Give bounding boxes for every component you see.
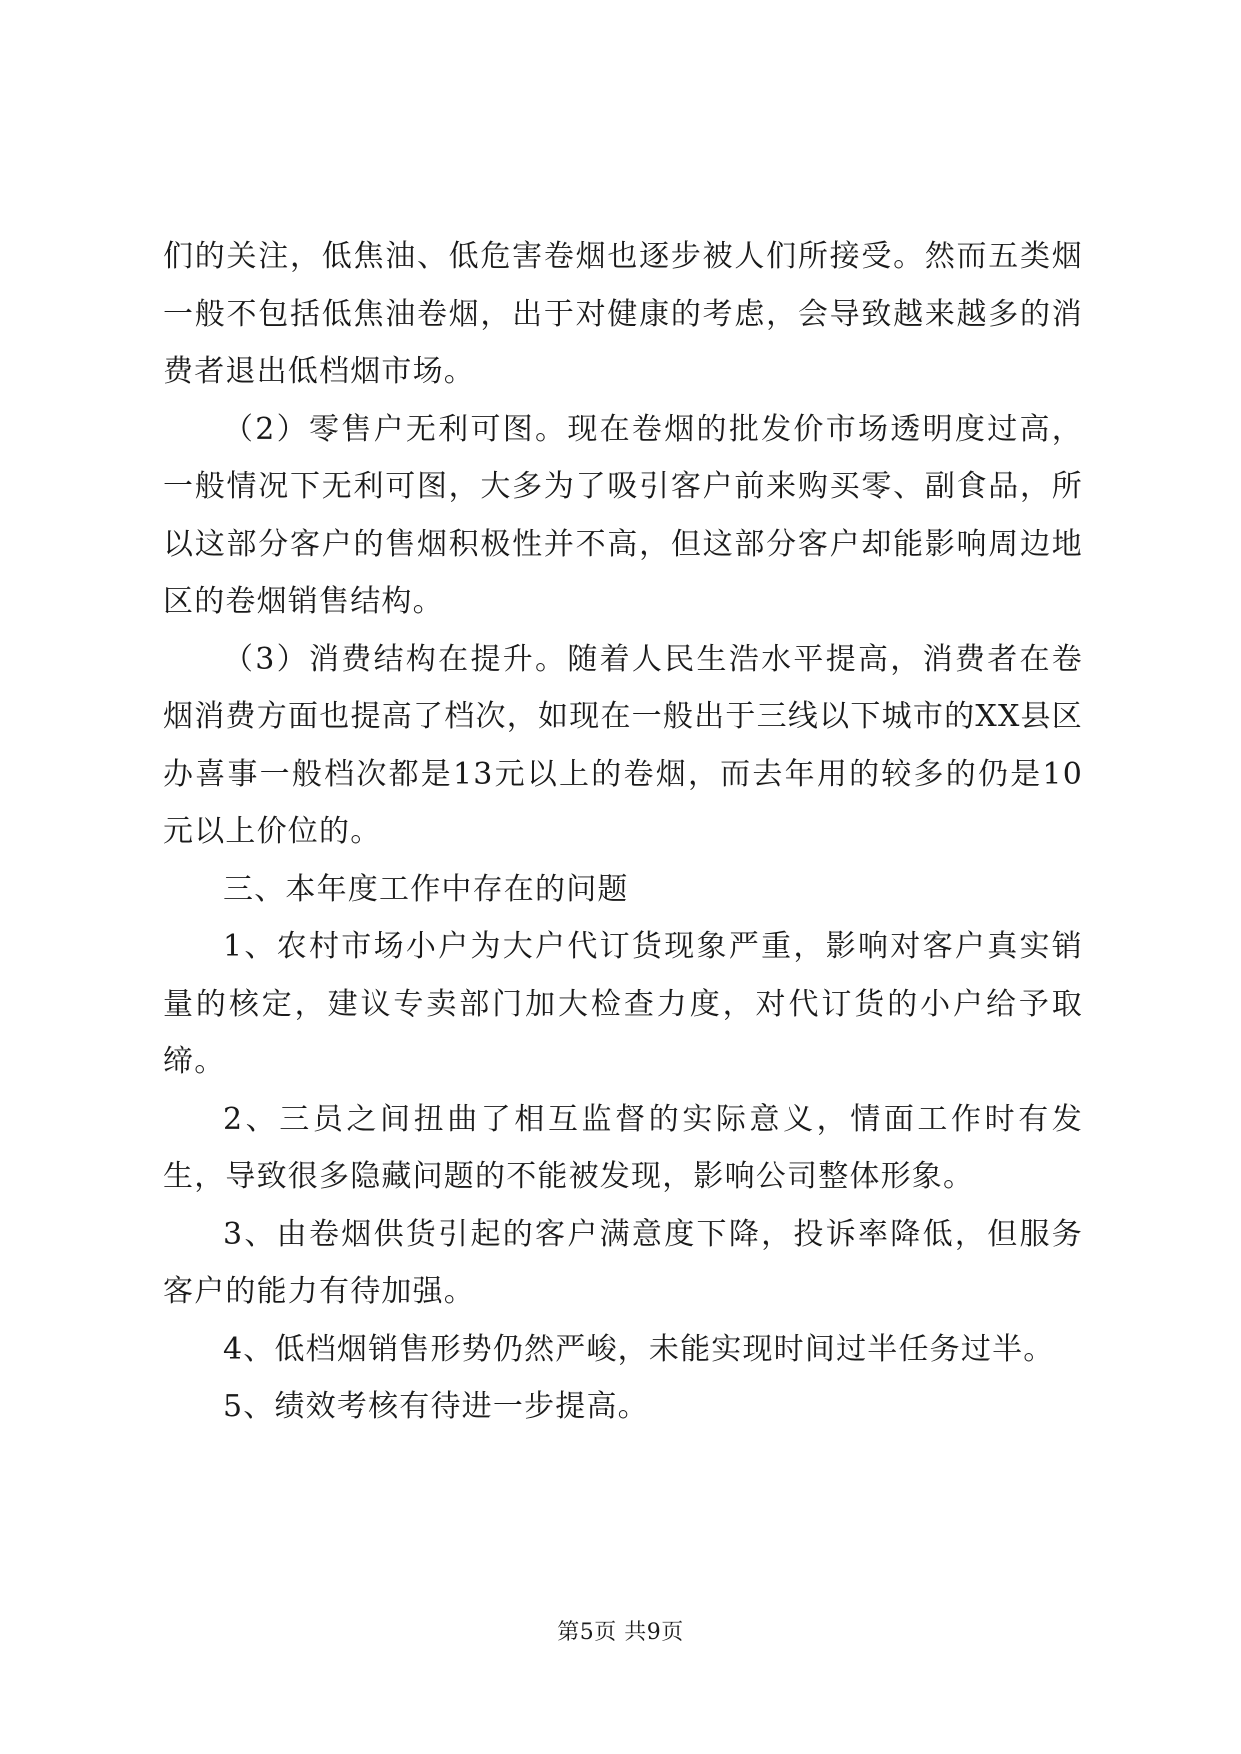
section-heading: 三、本年度工作中存在的问题 bbox=[223, 871, 629, 907]
list-item-2: 2、三员之间扭曲了相互监督的实际意义，情面工作时有发生，导致很多隐藏问题的不能被发现，影响公司整体形象。 bbox=[163, 1101, 1083, 1194]
paragraph-3: （3）消费结构在提升。随着人民生浩水平提高，消费者在卷烟消费方面也提高了档次，如现在一般出于三线以下城市的XX县区办喜事一般档次都是13元以上的卷烟，而去年用的较多的仍是10元以上价位的。 bbox=[163, 641, 1083, 849]
paragraph-2: （2）零售户无利可图。现在卷烟的批发价市场透明度过高，一般情况下无利可图，大多为了吸引客户前来购买零、副食品，所以这部分客户的售烟积极性并不高，但这部分客户却能影响周边地区的卷烟销售结构。 bbox=[163, 411, 1083, 619]
list-item-4: 4、低档烟销售形势仍然严峻，未能实现时间过半任务过半。 bbox=[223, 1331, 1055, 1367]
document-body bbox=[163, 228, 1083, 1436]
list-item-3: 3、由卷烟供货引起的客户满意度下降，投诉率降低，但服务客户的能力有待加强。 bbox=[163, 1216, 1083, 1309]
list-item-5: 5、绩效考核有待进一步提高。 bbox=[223, 1389, 649, 1424]
paragraph-1: 们的关注，低焦油、低危害卷烟也逐步被人们所接受。然而五类烟一般不包括低焦油卷烟，出于对健康的考虑，会导致越来越多的消费者退出低档烟市场。 bbox=[163, 239, 1083, 389]
page-number-footer: 第5页 共9页 bbox=[557, 1620, 684, 1645]
list-item-1: 1、农村市场小户为大户代订货现象严重，影响对客户真实销量的核定，建议专卖部门加大检查力度，对代订货的小户给予取缔。 bbox=[163, 929, 1083, 1079]
